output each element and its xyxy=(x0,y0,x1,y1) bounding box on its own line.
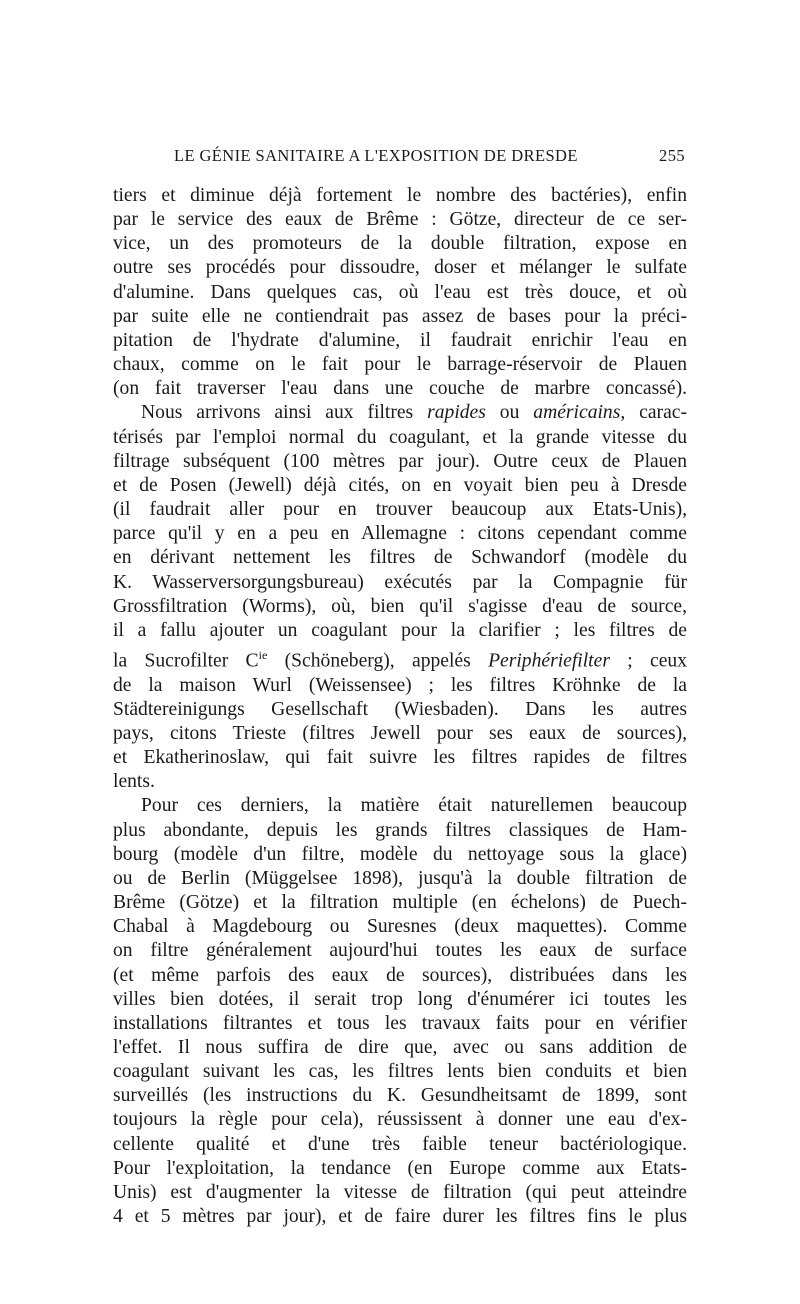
text-line: Grossfiltration (Worms), où, bien qu'il s'agisse d'eau de source, xyxy=(113,595,687,617)
text-line: Pour l'exploitation, la tendance (en Europe comme aux Etats- xyxy=(113,1157,687,1179)
text-line: vice, un des promoteurs de la double filtration, expose en xyxy=(113,233,687,255)
text-line-paragraph-end: lents. xyxy=(113,771,155,793)
text-line: pitation de l'hydrate d'alumine, il faudrait enrichir l'eau en xyxy=(113,329,687,351)
text-line: villes bien dotées, il serait trop long d'énumérer ici toutes les xyxy=(113,988,687,1010)
text-line: térisés par l'emploi normal du coagulant, et la grande vitesse du xyxy=(113,426,687,448)
running-title: LE GÉNIE SANITAIRE A L'EXPOSITION DE DRESDE xyxy=(174,146,578,165)
body-text xyxy=(113,184,687,1229)
text-line: Chabal à Magdebourg ou Suresnes (deux maquettes). Comme xyxy=(113,916,687,938)
text-line xyxy=(113,643,687,674)
text-line: 4 et 5 mètres par jour), et de faire durer les filtres fins le plus xyxy=(113,1206,687,1228)
text-line: et Ekatherinoslaw, qui fait suivre les filtres rapides de filtres xyxy=(113,747,687,769)
text-line: pays, citons Trieste (filtres Jewell pour ses eaux de sources), xyxy=(113,722,687,744)
text-segment: Nous arrivons ainsi aux filtres xyxy=(141,402,428,424)
text-line: on filtre généralement aujourd'hui toutes les eaux de surface xyxy=(113,940,687,962)
text-line: Brême (Götze) et la filtration multiple (en échelons) de Puech- xyxy=(113,892,687,914)
text-line: toujours la règle pour cela), réussissent à donner une eau d'ex- xyxy=(113,1109,687,1131)
text-line: coagulant suivant les cas, les filtres lents bien conduits et bien xyxy=(113,1061,687,1083)
text-line: Städtereinigungs Gesellschaft (Wiesbaden). Dans les autres xyxy=(113,698,687,720)
text-line: installations filtrantes et tous les travaux faits pour en vérifier xyxy=(113,1012,687,1034)
text-line: cellente qualité et d'une très faible teneur bactériologique. xyxy=(113,1133,687,1155)
text-line: l'effet. Il nous suffira de dire que, avec ou sans addition de xyxy=(113,1037,687,1058)
superscript-ie: ie xyxy=(258,647,268,662)
text-line: (il faudrait aller pour en trouver beaucoup aux Etats-Unis), xyxy=(113,499,687,521)
text-line: bourg (modèle d'un filtre, modèle du nettoyage sous la glace) xyxy=(113,843,687,865)
text-segment: , carac- xyxy=(620,402,687,424)
emphasis-peripheriefilter: Periphériefilter xyxy=(488,650,610,672)
text-line: (on fait traverser l'eau dans une couche de marbre concassé). xyxy=(113,378,687,400)
text-line: par le service des eaux de Brême : Götze, directeur de ce ser- xyxy=(113,209,687,231)
emphasis-rapides: rapides xyxy=(427,402,486,424)
text-segment: ; ceux xyxy=(609,650,687,672)
text-line: plus abondante, depuis les grands filtres classiques de Ham- xyxy=(113,819,687,841)
text-line: Unis) est d'augmenter la vitesse de filtration (qui peut atteindre xyxy=(113,1181,687,1203)
text-segment: la Sucrofilter C xyxy=(113,650,259,672)
text-line: outre ses procédés pour dissoudre, doser et mélanger le sulfate xyxy=(113,257,687,279)
text-line: chaux, comme on le fait pour le barrage-réservoir de Plauen xyxy=(113,354,687,376)
text-line: tiers et diminue déjà fortement le nombre des bactéries), enfin xyxy=(113,185,687,206)
text-line: et de Posen (Jewell) déjà cités, on en voyait bien peu à Dresde xyxy=(113,474,687,496)
text-line: d'alumine. Dans quelques cas, où l'eau est très douce, et où xyxy=(113,281,687,303)
text-line: (et même parfois des eaux de sources), distribuées dans les xyxy=(113,964,687,986)
text-line: en dérivant nettement les filtres de Schwandorf (modèle du xyxy=(113,547,687,569)
page-number: 255 xyxy=(659,146,685,165)
text-segment: (Schöneberg), appelés xyxy=(267,650,489,672)
text-line-paragraph-start: Pour ces derniers, la matière était naturellemen beaucoup xyxy=(141,795,687,817)
text-line: de la maison Wurl (Weissensee) ; les filtres Kröhnke de la xyxy=(113,674,687,696)
text-line: il a fallu ajouter un coagulant pour la clarifier ; les filtres de xyxy=(113,619,687,641)
text-line: parce qu'il y en a peu en Allemagne : citons cependant comme xyxy=(113,523,687,545)
text-line: surveillés (les instructions du K. Gesundheitsamt de 1899, sont xyxy=(113,1085,687,1107)
text-line: par suite elle ne contiendrait pas assez de bases pour la préci- xyxy=(113,305,687,327)
text-segment: ou xyxy=(485,402,534,424)
text-line: filtrage subséquent (100 mètres par jour). Outre ceux de Plauen xyxy=(113,450,687,472)
text-line: ou de Berlin (Müggelsee 1898), jusqu'à la double filtration de xyxy=(113,867,687,889)
text-line-paragraph-start xyxy=(113,401,687,425)
text-line: K. Wasserversorgungsbureau) exécutés par la Compagnie für xyxy=(113,571,687,593)
emphasis-americains: américains xyxy=(533,402,621,424)
